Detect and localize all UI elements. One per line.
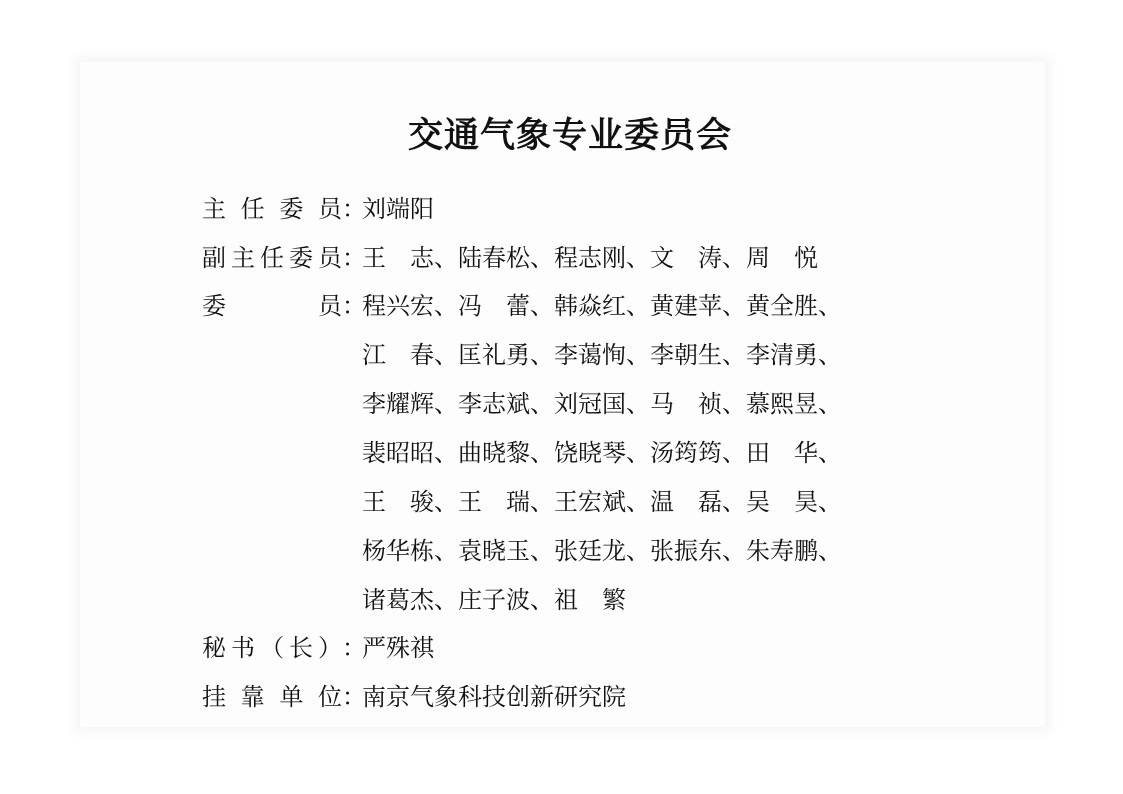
document-title: 交通气象专业委员会 xyxy=(407,115,732,156)
director-name: 刘端阳 xyxy=(362,195,434,223)
deputy-names: 王 志、陆春松、程志刚、文 涛、周 悦 xyxy=(362,244,818,272)
secretary-label: 秘书（长） xyxy=(202,634,342,662)
members-line: 裴昭昭、曲晓黎、饶晓琴、汤筠筠、田 华、 xyxy=(362,439,842,467)
members-line: 江 春、匡礼勇、李蔼恂、李朝生、李清勇、 xyxy=(362,341,842,369)
deputy-label: 副主任委员 xyxy=(202,244,342,272)
host-unit-label: 挂靠单位 xyxy=(202,683,342,711)
members-line: 李耀辉、李志斌、刘冠国、马 祯、慕熙昱、 xyxy=(362,390,842,418)
members-line: 杨华栋、袁晓玉、张廷龙、张振东、朱寿鹏、 xyxy=(362,537,842,565)
members-line: 王 骏、王 瑞、王宏斌、温 磊、吴 昊、 xyxy=(362,488,842,516)
secretary-name: 严殊祺 xyxy=(362,634,434,662)
director-colon: ： xyxy=(342,195,366,223)
members-colon: ： xyxy=(342,292,366,320)
members-line: 程兴宏、冯 蕾、韩焱红、黄建苹、黄全胜、 xyxy=(362,292,842,320)
director-label: 主任委员 xyxy=(202,195,342,223)
host-unit-colon: ： xyxy=(342,683,366,711)
secretary-colon: ： xyxy=(342,634,366,662)
members-line: 诸葛杰、庄子波、祖 繁 xyxy=(362,586,626,614)
deputy-colon: ： xyxy=(342,244,366,272)
members-label: 委员 xyxy=(202,292,342,320)
host-unit-name: 南京气象科技创新研究院 xyxy=(362,683,626,711)
